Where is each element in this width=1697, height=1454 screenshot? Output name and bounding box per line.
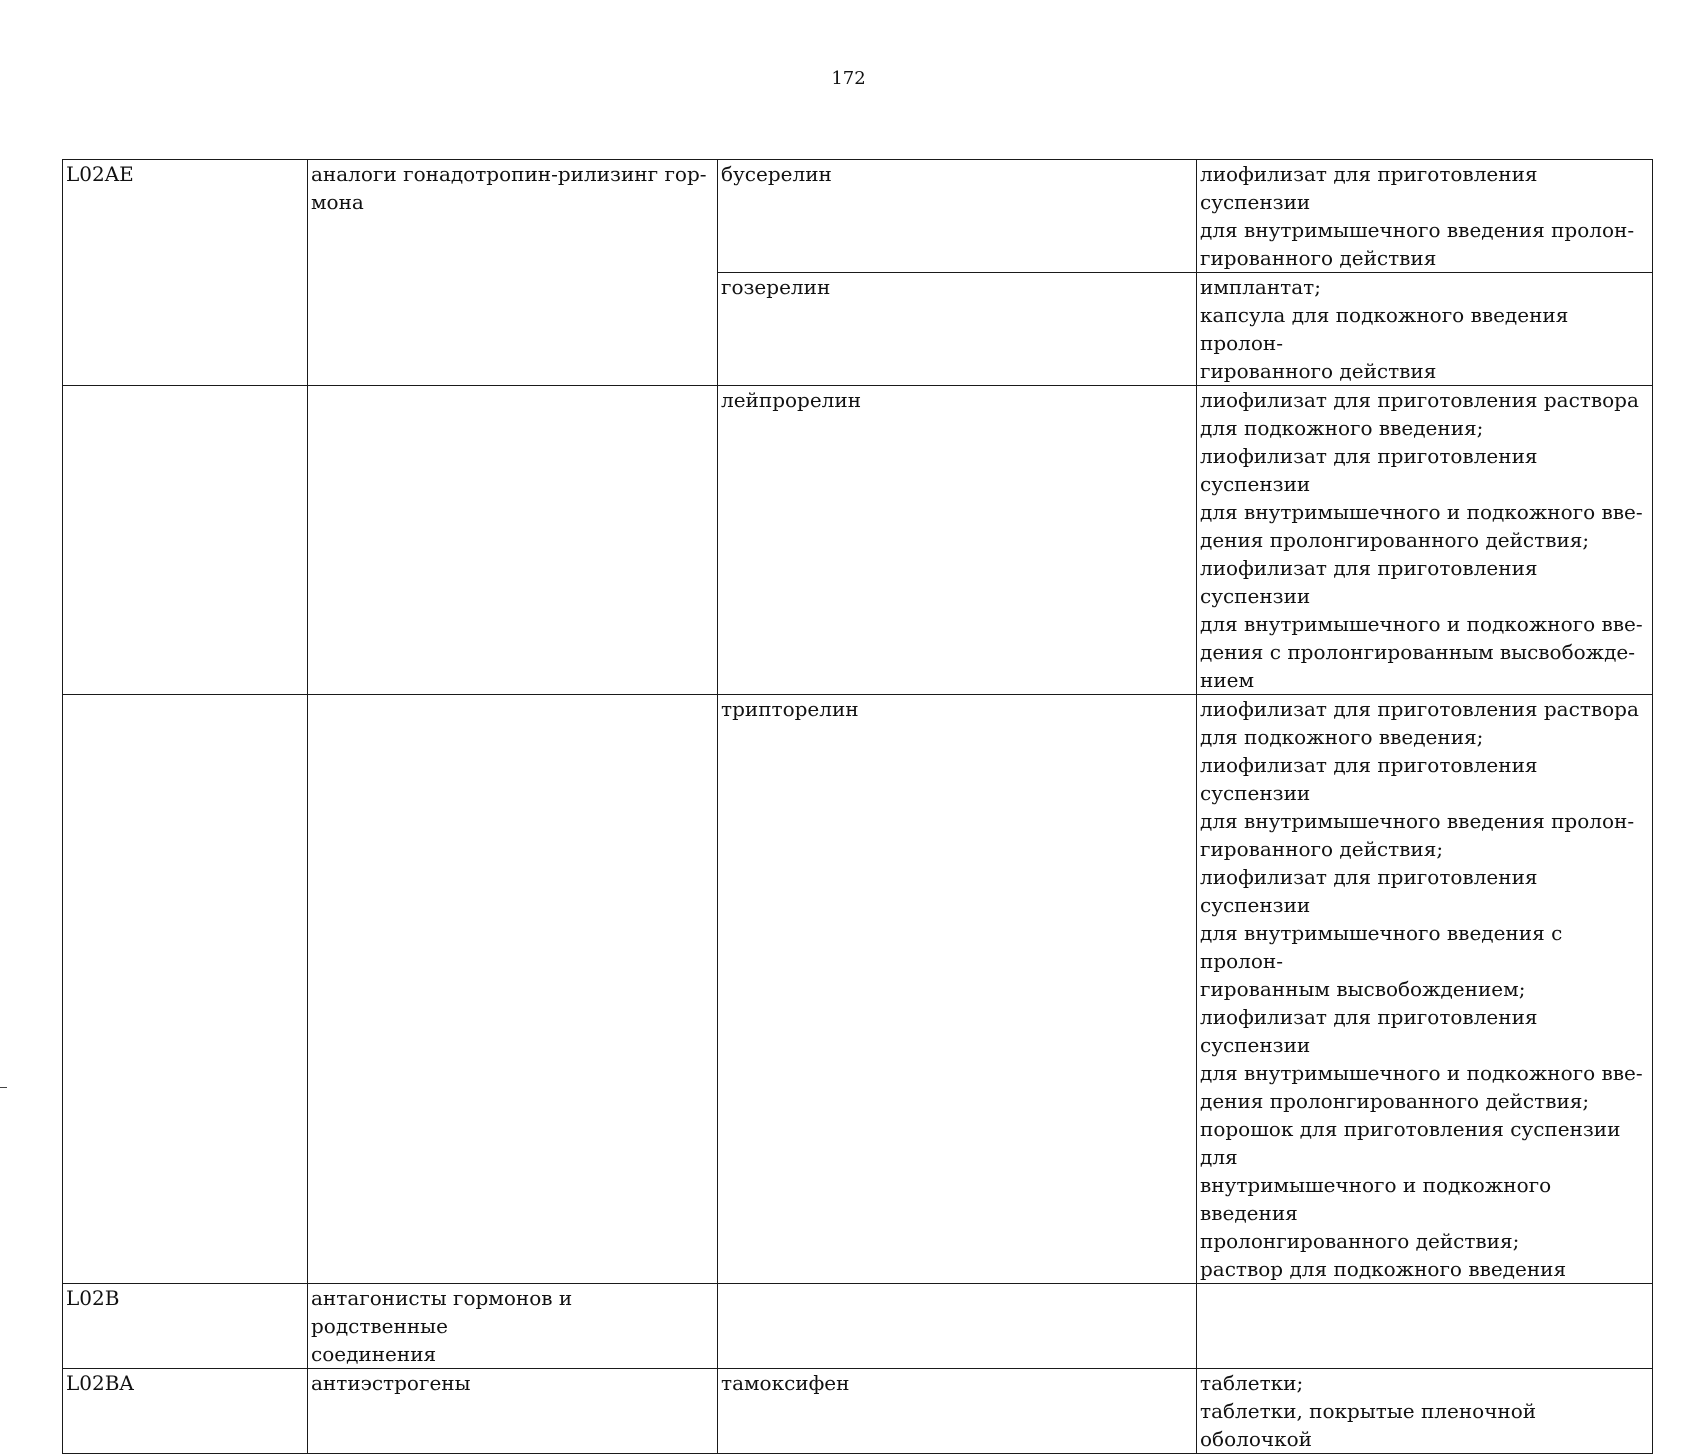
table-row [63,1284,1653,1369]
group-name-cell [308,386,718,695]
drug-name-cell: трипторелин [718,695,1197,1284]
group-name-cell: антагонисты гормонов и родственные соединения [308,1284,718,1369]
dosage-form-cell [1197,1284,1653,1369]
page-number: 172 [831,68,866,89]
atc-code-cell: L02BA [63,1369,308,1454]
dosage-form-cell: лиофилизат для приготовления суспензии для внутримышечного введения пролон- гированного действия [1197,160,1653,273]
table-row [63,695,1653,1284]
dosage-form-cell: таблетки; таблетки, покрытые пленочной оболочкой [1197,1369,1653,1454]
scan-margin-mark [0,1087,7,1088]
group-name-cell: аналоги гонадотропин-рилизинг гор- мона [308,160,718,386]
table-row [63,386,1653,695]
dosage-form-cell: лиофилизат для приготовления раствора для подкожного введения; лиофилизат для приготовления суспензии для внутримышечного введения пролон- гированного действия; лиофилизат для приготовления суспензии для внутримышечного введения с пролон- гированным высвобождением; лиофилизат для приготовления суспензии для внутримышечного и подкожного вве- дения пролонгированного действия; порошок для приготовления суспензии для внутримышечного и подкожного введения пролонгированного действия; раствор для подкожного введения [1197,695,1653,1284]
dosage-form-cell: имплантат; капсула для подкожного введения пролон- гированного действия [1197,273,1653,386]
table-row [63,1369,1653,1454]
atc-code-cell [63,695,308,1284]
table-row [63,160,1653,273]
dosage-form-cell: лиофилизат для приготовления раствора для подкожного введения; лиофилизат для приготовления суспензии для внутримышечного и подкожного вве- дения пролонгированного действия; лиофилизат для приготовления суспензии для внутримышечного и подкожного вве- дения с пролонгированным высвобожде- нием [1197,386,1653,695]
atc-code-cell: L02B [63,1284,308,1369]
drug-name-cell: бусерелин [718,160,1197,273]
drug-name-cell: гозерелин [718,273,1197,386]
group-name-cell [308,695,718,1284]
drug-name-cell [718,1284,1197,1369]
group-name-cell: антиэстрогены [308,1369,718,1454]
atc-code-cell: L02AE [63,160,308,386]
drug-name-cell: тамоксифен [718,1369,1197,1454]
drug-classification-table [62,159,1653,1454]
drug-name-cell: лейпрорелин [718,386,1197,695]
atc-code-cell [63,386,308,695]
